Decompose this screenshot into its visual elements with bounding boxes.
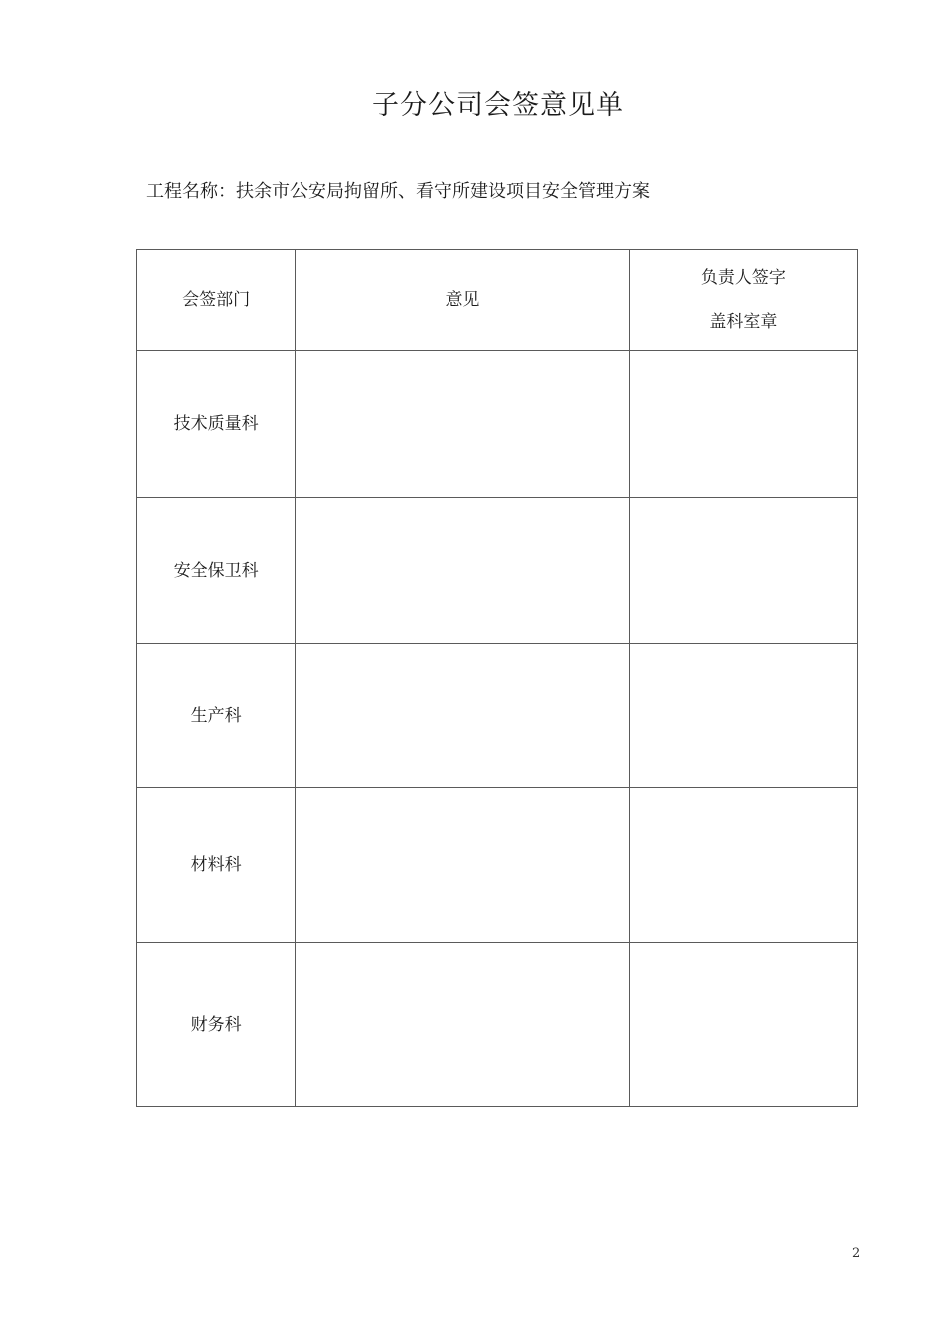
opinion-cell[interactable] [296,788,629,943]
opinion-cell[interactable] [296,351,629,498]
opinion-cell[interactable] [296,498,629,644]
department-cell: 安全保卫科 [137,498,296,644]
table-row [137,351,858,498]
department-cell: 财务科 [137,943,296,1107]
opinion-cell[interactable] [296,943,629,1107]
project-name-label: 工程名称： [146,181,236,202]
project-name-line [146,178,650,206]
signature-cell[interactable] [629,498,857,644]
document-title: 子分公司会签意见单 [372,90,624,121]
header-department: 会签部门 [137,250,296,351]
header-signature-line1: 负责人签字 [700,268,786,288]
signature-cell[interactable] [629,644,857,788]
header-opinion: 意见 [296,250,629,351]
signature-cell[interactable] [629,943,857,1107]
signature-cell[interactable] [629,351,857,498]
department-cell: 技术质量科 [137,351,296,498]
project-name-value: 扶余市公安局拘留所、看守所建设项目安全管理方案 [236,181,650,202]
opinion-cell[interactable] [296,644,629,788]
page-number: 2 [852,1246,861,1261]
department-cell: 材料科 [137,788,296,943]
header-signature [629,250,857,351]
table-row [137,788,858,943]
signature-cell[interactable] [629,788,857,943]
table-row [137,498,858,644]
header-signature-line2: 盖科室章 [709,312,778,332]
table-row [137,644,858,788]
table-header-row [137,250,858,351]
signoff-table [136,249,858,1107]
department-cell: 生产科 [137,644,296,788]
table-row [137,943,858,1107]
